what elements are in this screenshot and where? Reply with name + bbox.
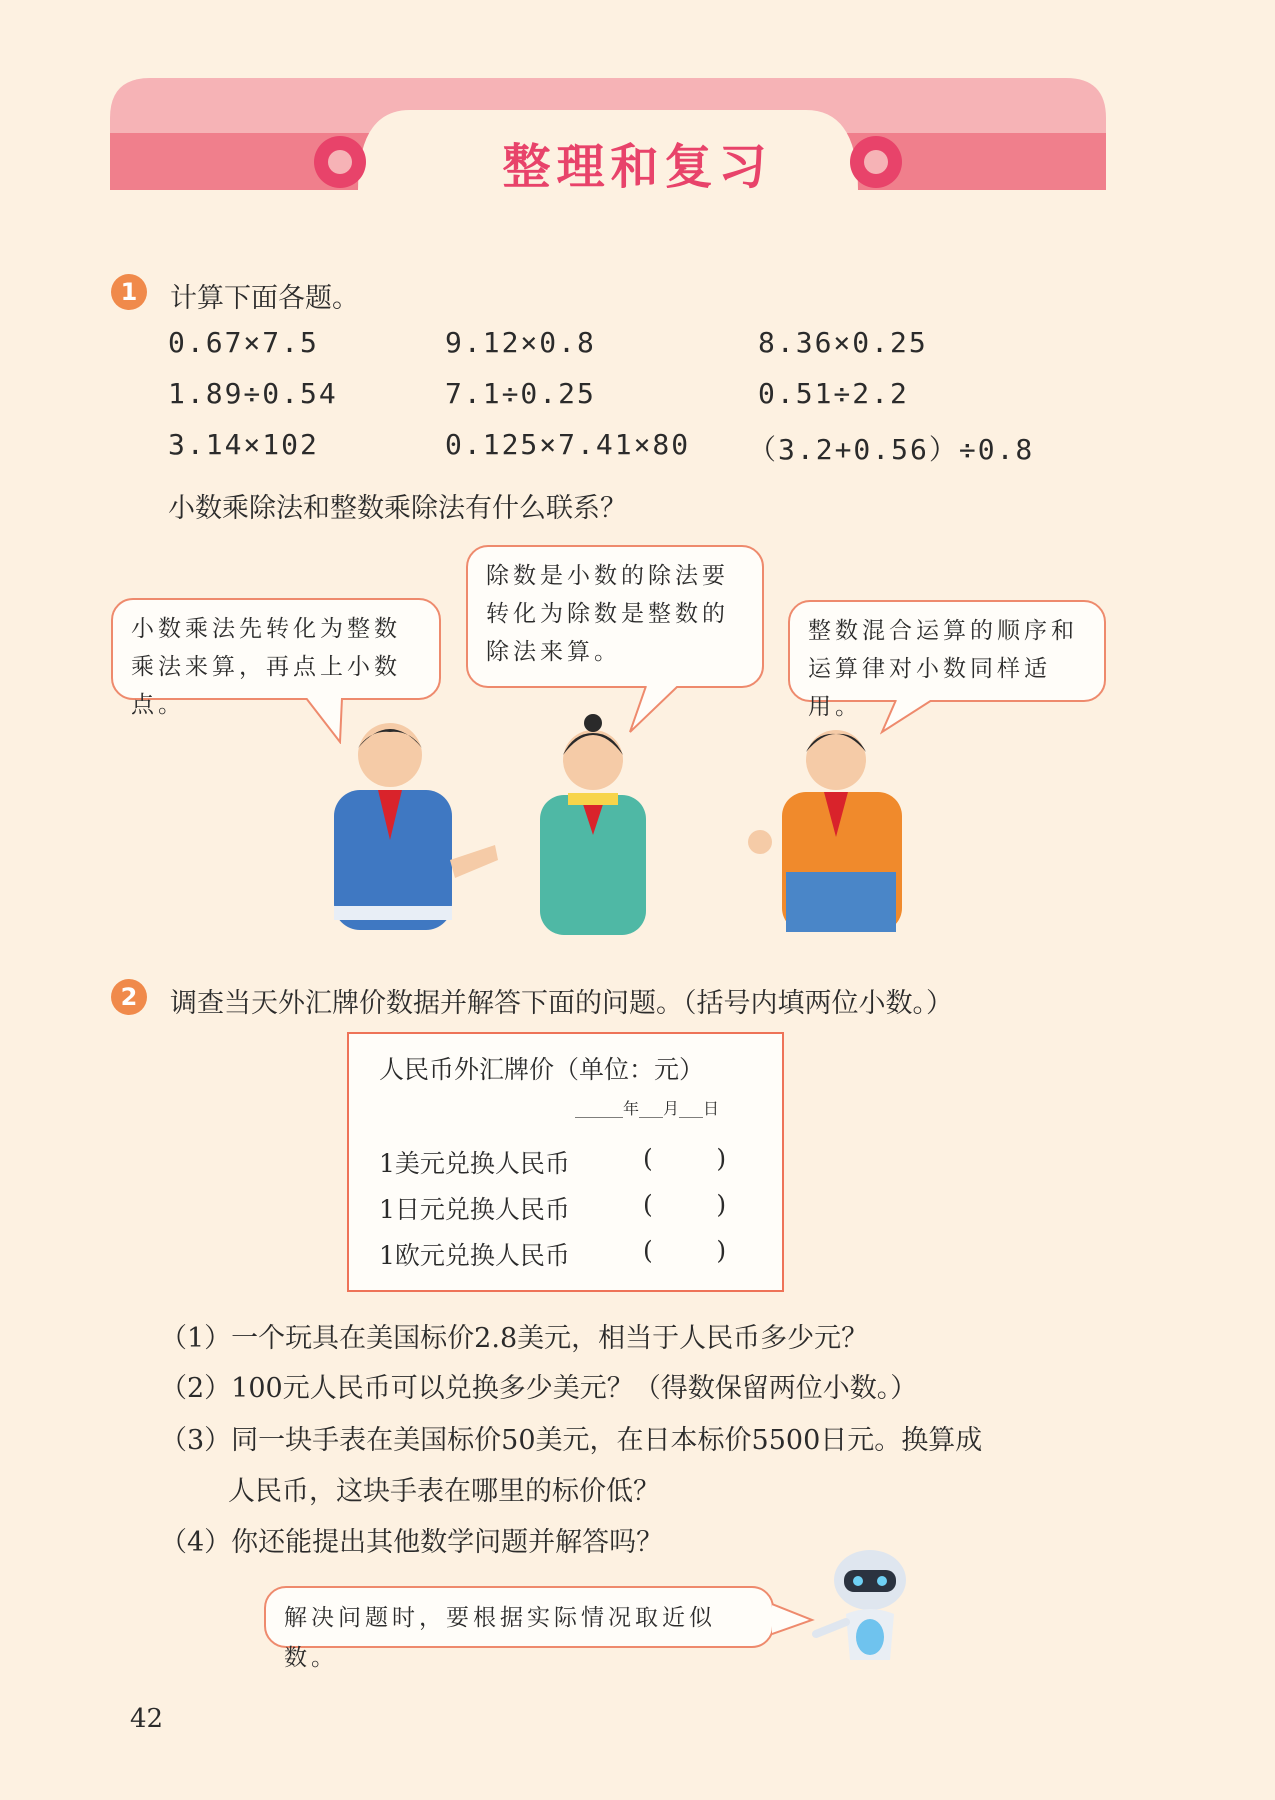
- expression: 9.12×0.8: [445, 326, 596, 359]
- robot-illustration: [812, 1542, 922, 1662]
- question-2-prompt: 调查当天外汇牌价数据并解答下面的问题。（括号内填两位小数。）: [170, 988, 953, 1019]
- question-1-prompt: 计算下面各题。: [170, 283, 359, 314]
- subquestion-3-cont: 人民币，这块手表在哪里的标价低？: [228, 1476, 660, 1507]
- rate-blank[interactable]: ( ): [643, 1144, 727, 1173]
- subquestion-1: （1）一个玩具在美国标价2.8美元，相当于人民币多少元？: [160, 1323, 869, 1354]
- rate-label: 1美元兑换人民币: [379, 1149, 570, 1178]
- rate-blank[interactable]: ( ): [643, 1190, 727, 1219]
- expression: 1.89÷0.54: [168, 377, 338, 410]
- subquestion-2: （2）100元人民币可以兑换多少美元？（得数保留两位小数。）: [160, 1373, 918, 1404]
- question-1-followup: 小数乘除法和整数乘除法有什么联系？: [168, 493, 627, 524]
- speech-bubble-boy-2: 整数混合运算的顺序和运算律对小数同样适用。: [788, 600, 1106, 702]
- table-title: 人民币外汇牌价（单位：元）: [379, 1055, 705, 1084]
- boy-2-illustration: [746, 712, 916, 937]
- expression: 0.51÷2.2: [758, 377, 909, 410]
- page-number: 42: [130, 1704, 164, 1734]
- speech-bubble-girl: 除数是小数的除法要转化为除数是整数的除法来算。: [466, 545, 764, 688]
- rate-blank[interactable]: ( ): [643, 1236, 727, 1265]
- subquestion-4: （4）你还能提出其他数学问题并解答吗？: [160, 1527, 664, 1558]
- question-2-number: 2: [111, 979, 147, 1015]
- question-1-number: 1: [111, 274, 147, 310]
- expression: 3.14×102: [168, 428, 319, 461]
- expression: 0.125×7.41×80: [445, 428, 691, 461]
- speech-bubble-boy: 小数乘法先转化为整数乘法来算，再点上小数点。: [111, 598, 441, 700]
- girl-illustration: [528, 705, 658, 940]
- expression: 8.36×0.25: [758, 326, 928, 359]
- rate-label: 1欧元兑换人民币: [379, 1241, 570, 1270]
- subquestion-3: （3）同一块手表在美国标价50美元，在日本标价5500日元。换算成: [160, 1425, 983, 1456]
- rate-label: 1日元兑换人民币: [379, 1195, 570, 1224]
- bubble-tail: [772, 1600, 816, 1640]
- exchange-rate-table: [347, 1032, 784, 1292]
- expression: 7.1÷0.25: [445, 377, 596, 410]
- expression: （3.2+0.56）÷0.8: [748, 433, 1035, 466]
- speech-bubble-robot: 解决问题时，要根据实际情况取近似数。: [264, 1586, 774, 1648]
- expression: 0.67×7.5: [168, 326, 319, 359]
- page-title: 整理和复习: [502, 139, 773, 195]
- table-date: ______年___月___日: [575, 1099, 720, 1118]
- boy-illustration: [320, 710, 500, 940]
